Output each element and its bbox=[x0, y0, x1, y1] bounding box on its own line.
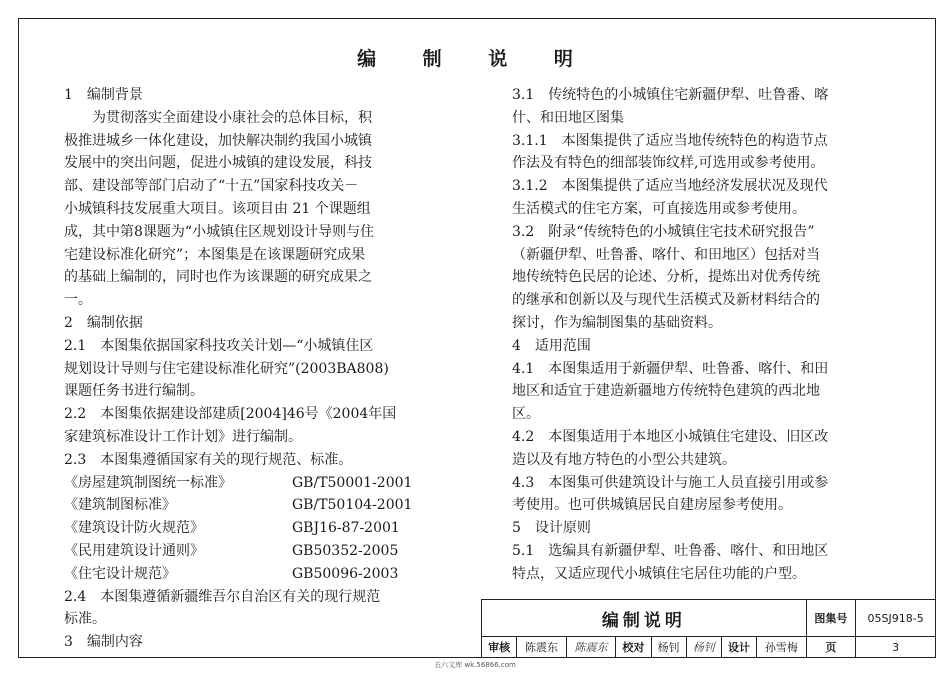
paragraph-line: 宅建设标准化研究”；本图集是在该课题研究成果 bbox=[64, 246, 366, 263]
left-column bbox=[64, 84, 464, 654]
standard-code: GB/T50001-2001 bbox=[292, 474, 413, 491]
paragraph-line: 部、建设部等部门启动了“十五”国家科技攻关－ bbox=[64, 178, 359, 195]
standard-name: 《住宅设计规范》 bbox=[64, 565, 176, 582]
standard-name: 《房屋建筑制图统一标准》 bbox=[64, 474, 232, 491]
designer-name: 孙雪梅 bbox=[757, 637, 807, 658]
paragraph-line: 什、和田地区图集 bbox=[512, 109, 624, 126]
paragraph-line: 作法及有特色的细部装饰纹样,可选用或参考使用。 bbox=[512, 155, 825, 172]
standard-code: GB/T50104-2001 bbox=[292, 497, 413, 514]
paragraph-line: 3.1.2 本图集提供了适应当地经济发展状况及现代 bbox=[512, 178, 828, 195]
paragraph-line: 探讨，作为编制图集的基础资料。 bbox=[512, 314, 722, 331]
paragraph-line: 课题任务书进行编制。 bbox=[64, 383, 204, 400]
title-block-name: 编制说明 bbox=[482, 600, 807, 637]
footer-watermark: 五六文库 wk.56866.com bbox=[434, 661, 516, 669]
paragraph-line: 规划设计导则与住宅建设标准化研究”(2003BA808) bbox=[64, 360, 389, 377]
paragraph-line: 家建筑标准设计工作计划》进行编制。 bbox=[64, 428, 302, 445]
proof-label: 校对 bbox=[616, 637, 651, 658]
standard-code: GB50096-2003 bbox=[292, 565, 399, 582]
paragraph-line: 的基础上编制的，同时也作为该课题的研究成果之 bbox=[64, 269, 372, 286]
paragraph-line: 2.1 本图集依据国家科技攻关计划—“小城镇住区 bbox=[64, 337, 374, 354]
paragraph-line: 4.1 本图集适用于新疆伊犁、吐鲁番、喀什、和田 bbox=[512, 360, 829, 377]
paragraph-line: 为贯彻落实全面建设小康社会的总体目标，积 bbox=[92, 109, 372, 126]
title-block bbox=[481, 599, 936, 658]
paragraph-line: 区。 bbox=[512, 406, 540, 423]
paragraph-line: （新疆伊犁、吐鲁番、喀什、和田地区）包括对当 bbox=[512, 246, 820, 263]
paragraph-line: 地区和适宜于建造新疆地方传统特色建筑的西北地 bbox=[512, 383, 820, 400]
standard-code: GBJ16-87-2001 bbox=[292, 520, 400, 537]
heading-principles: 5 设计原则 bbox=[512, 520, 591, 537]
paragraph-line: 3.1 传统特色的小城镇住宅新疆伊犁、吐鲁番、喀 bbox=[512, 87, 829, 103]
standard-name: 《建筑设计防火规范》 bbox=[64, 520, 204, 537]
proofer-name: 杨钊 bbox=[651, 637, 686, 658]
paragraph-line: 3.2 附录“传统特色的小城镇住宅技术研究报告” bbox=[512, 223, 815, 240]
standard-row bbox=[64, 472, 464, 495]
reviewer-signature: 陈震东 bbox=[566, 637, 616, 658]
paragraph-line: 2.3 本图集遵循国家有关的现行规范、标准。 bbox=[64, 451, 353, 468]
paragraph-line: 成，其中第8课题为“小城镇住区规划设计导则与住 bbox=[64, 223, 375, 240]
heading-scope: 4 适用范围 bbox=[512, 337, 591, 354]
reviewer-name: 陈震东 bbox=[517, 637, 567, 658]
standard-name: 《民用建筑设计通则》 bbox=[64, 542, 204, 559]
paragraph-line: 地传统特色民居的论述、分析，提炼出对优秀传统 bbox=[512, 269, 820, 286]
paragraph-line: 造以及有地方特色的小型公共建筑。 bbox=[512, 451, 736, 468]
standard-row bbox=[64, 540, 464, 563]
standard-row bbox=[64, 494, 464, 517]
heading-background: 1 编制背景 bbox=[64, 87, 143, 103]
standard-name: 《建筑制图标准》 bbox=[64, 497, 176, 514]
paragraph-line: 一。 bbox=[64, 292, 92, 309]
heading-basis: 2 编制依据 bbox=[64, 314, 143, 331]
paragraph-line: 发展中的突出问题，促进小城镇的建设发展，科技 bbox=[64, 155, 372, 172]
paragraph-line: 极推进城乡一体化建设，加快解决制约我国小城镇 bbox=[64, 132, 372, 149]
paragraph-line: 4.2 本图集适用于本地区小城镇住宅建设、旧区改 bbox=[512, 428, 829, 445]
paragraph-line: 3.1.1 本图集提供了适应当地传统特色的构造节点 bbox=[512, 132, 828, 149]
review-label: 审核 bbox=[482, 637, 517, 658]
proofer-signature: 杨钊 bbox=[686, 637, 721, 658]
paragraph-line: 2.4 本图集遵循新疆维吾尔自治区有关的现行规范 bbox=[64, 588, 381, 605]
paragraph-line: 小城镇科技发展重大项目。该项目由 21 个课题组 bbox=[64, 200, 371, 217]
page-title: 编 制 说 明 bbox=[357, 48, 593, 70]
standard-row bbox=[64, 517, 464, 540]
right-column bbox=[512, 84, 912, 586]
paragraph-line: 2.2 本图集依据建设部建质[2004]46号《2004年国 bbox=[64, 406, 397, 423]
atlas-no-label: 图集号 bbox=[806, 600, 856, 637]
standard-row bbox=[64, 563, 464, 586]
standard-code: GB50352-2005 bbox=[292, 542, 399, 559]
paragraph-line: 特点，又适应现代小城镇住宅居住功能的户型。 bbox=[512, 565, 806, 582]
paragraph-line: 标准。 bbox=[64, 611, 106, 628]
paragraph-line: 4.3 本图集可供建筑设计与施工人员直接引用或参 bbox=[512, 474, 829, 491]
paragraph-line: 生活模式的住宅方案，可直接选用或参考使用。 bbox=[512, 200, 806, 217]
page-number: 3 bbox=[856, 637, 936, 658]
paragraph-line: 的继承和创新以及与现代生活模式及新材料结合的 bbox=[512, 292, 820, 309]
page-label: 页 bbox=[806, 637, 856, 658]
paragraph-line: 考使用。也可供城镇居民自建房屋参考使用。 bbox=[512, 497, 792, 514]
heading-content: 3 编制内容 bbox=[64, 634, 143, 651]
paragraph-line: 5.1 选编具有新疆伊犁、吐鲁番、喀什、和田地区 bbox=[512, 542, 829, 559]
atlas-no: 05SJ918-5 bbox=[856, 600, 936, 637]
design-label: 设计 bbox=[721, 637, 756, 658]
